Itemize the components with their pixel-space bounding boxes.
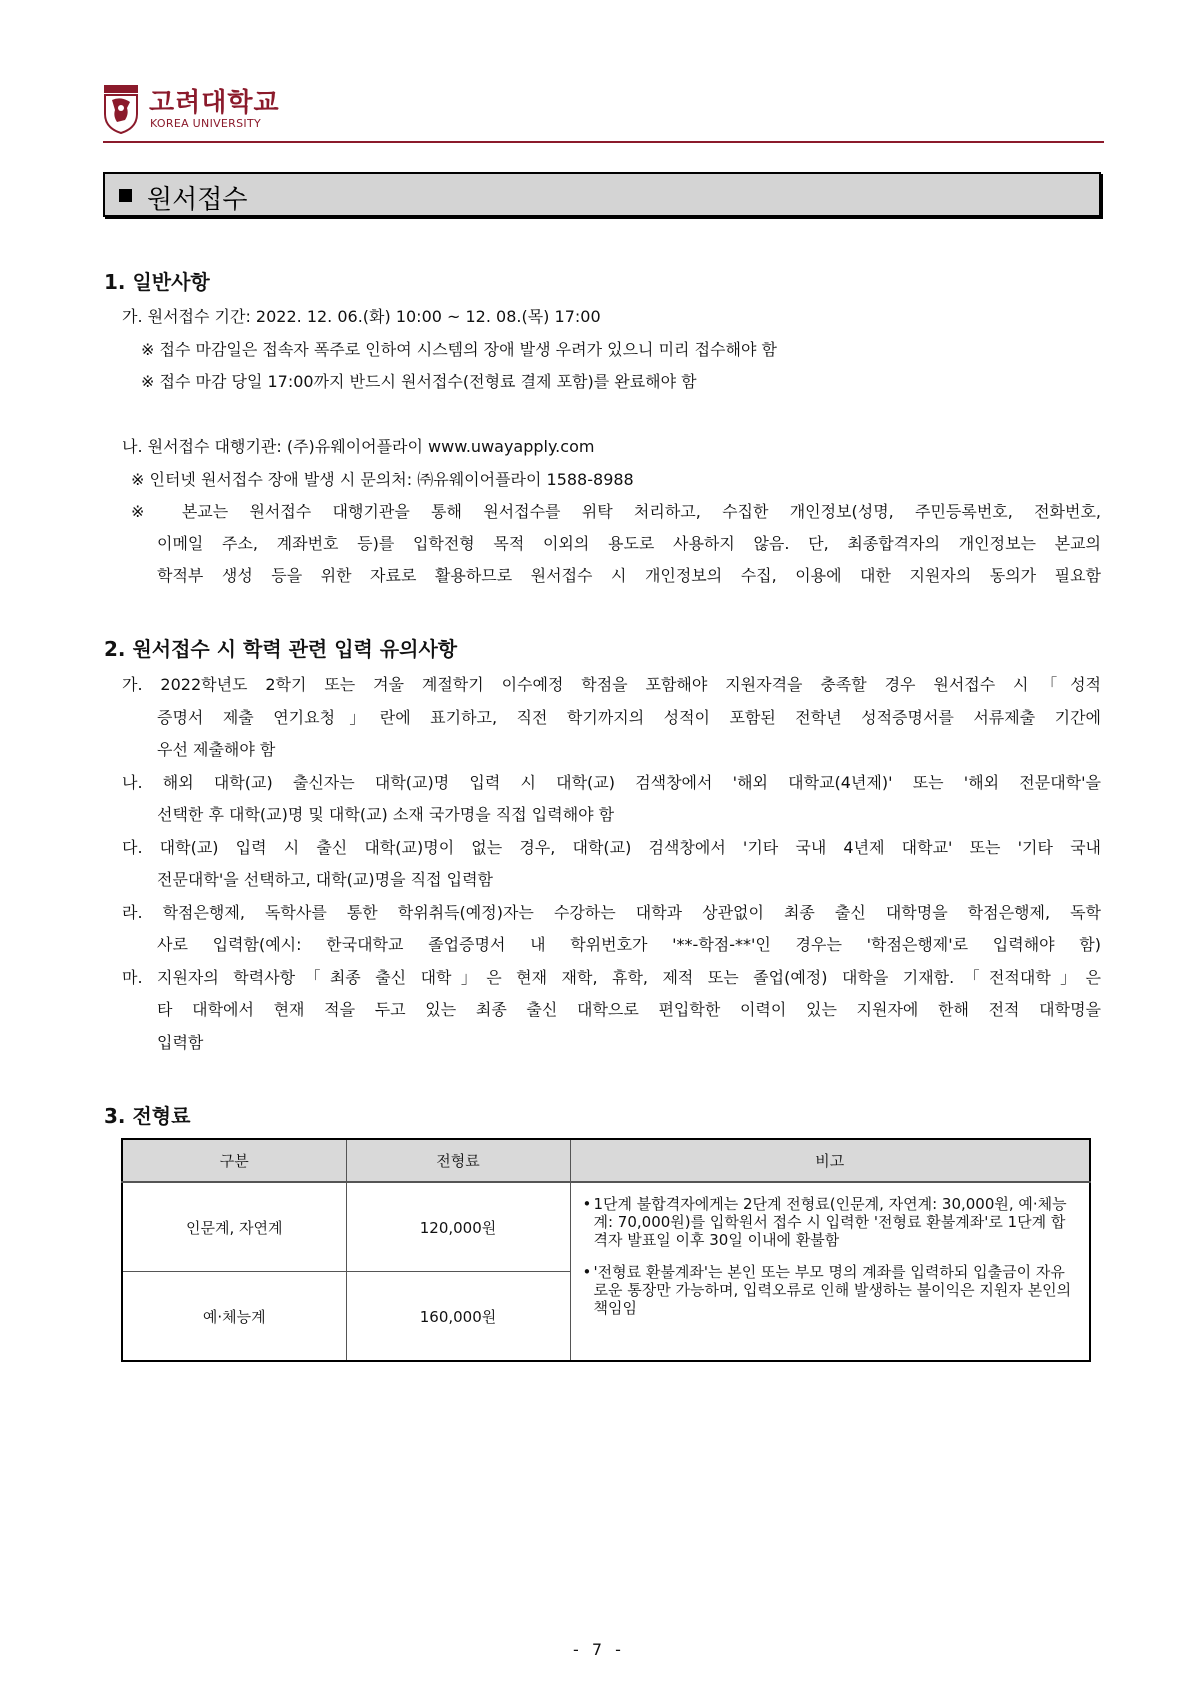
note-cell (570, 1182, 1090, 1361)
logo-korean-text: 고려대학교 (149, 88, 280, 118)
item-final-univ-l2: 타 대학에서 현재 적을 두고 있는 최종 출신 대학으로 편입학한 이력이 있는 지원자에 한해 전적 대학명을 (157, 1000, 1101, 1019)
university-crest-icon (103, 84, 139, 134)
bullet-icon: • (582, 1263, 592, 1281)
note-account (583, 1263, 1080, 1317)
section-title: 원서접수 (147, 185, 248, 215)
col-header-category: 구분 (122, 1139, 346, 1182)
header-divider (103, 141, 1104, 143)
item-grade-l1: 가. 2022학년도 2학기 또는 겨울 계절학기 이수예정 학점을 포함해야 지원자격을 충족할 경우 원서접수 시「성적 (122, 675, 1101, 694)
note-deadline-time: ※ 접수 마감 당일 17:00까지 반드시 원서접수(전형료 결제 포함)를 완료해야 함 (141, 372, 697, 391)
note-privacy-line1: ※ 본교는 원서접수 대행기관을 통해 원서접수를 위탁 처리하고, 수집한 개인정보(성명, 주민등록번호, 전화번호, (131, 502, 1101, 521)
col-header-note: 비고 (570, 1139, 1090, 1182)
bullet-icon: • (582, 1195, 592, 1213)
item-credit-bank-l2: 사로 입력함(예시: 한국대학교 졸업증명서 내 학위번호가 '**-학점-**'인 경우는 '학점은행제'로 입력해야 함) (157, 935, 1101, 954)
page-number: - 7 - (573, 1640, 625, 1659)
note-contact: ※ 인터넷 원서접수 장애 발생 시 문의처: ㈜유웨이어플라이 1588-8988 (131, 470, 634, 489)
note-deadline-congestion: ※ 접수 마감일은 접속자 폭주로 인하여 시스템의 장애 발생 우려가 있으니 미리 접수해야 함 (141, 340, 777, 359)
table-header-row (122, 1139, 1090, 1182)
item-other-univ-l1: 다. 대학(교) 입력 시 출신 대학(교)명이 없는 경우, 대학(교) 검색창에서 '기타 국내 4년제 대학교' 또는 '기타 국내 (122, 838, 1101, 857)
item-other-univ-l2: 전문대학'을 선택하고, 대학(교)명을 직접 입력함 (157, 870, 493, 889)
fee-cell: 120,000원 (346, 1182, 570, 1272)
logo-english-text: KOREA UNIVERSITY (150, 117, 261, 130)
fee-table (121, 1138, 1091, 1362)
square-bullet-icon (119, 189, 132, 202)
item-overseas-l2: 선택한 후 대학(교)명 및 대학(교) 소재 국가명을 직접 입력해야 함 (157, 805, 615, 824)
note-refund (583, 1195, 1080, 1249)
heading-fee: 3. 전형료 (104, 1104, 191, 1128)
heading-education-input: 2. 원서접수 시 학력 관련 입력 유의사항 (104, 637, 458, 661)
item-application-period: 가. 원서접수 기간: 2022. 12. 06.(화) 10:00 ~ 12. 08.(목) 17:00 (122, 307, 601, 326)
section-title-box (103, 172, 1101, 217)
item-final-univ-l1: 마. 지원자의 학력사항「최종 출신 대학」은 현재 재학, 휴학, 제적 또는 졸업(예정) 대학을 기재함.「전적대학」은 (122, 968, 1101, 987)
item-grade-l2: 증명서 제출 연기요청」란에 표기하고, 직전 학기까지의 성적이 포함된 전학년 성적증명서를 서류제출 기간에 (157, 708, 1101, 727)
note-privacy-line3: 학적부 생성 등을 위한 자료로 활용하므로 원서접수 시 개인정보의 수집, 이용에 대한 지원자의 동의가 필요함 (157, 566, 1101, 585)
fee-cell: 160,000원 (346, 1272, 570, 1362)
item-agency: 나. 원서접수 대행기관: (주)유웨이어플라이 www.uwayapply.com (122, 437, 595, 456)
item-overseas-l1: 나. 해외 대학(교) 출신자는 대학(교)명 입력 시 대학(교) 검색창에서 '해외 대학교(4년제)' 또는 '해외 전문대학'을 (122, 773, 1101, 792)
item-final-univ-l3: 입력함 (157, 1033, 204, 1052)
page-header (103, 84, 1104, 144)
col-header-fee: 전형료 (346, 1139, 570, 1182)
note-account-text: '전형료 환불계좌'는 본인 또는 부모 명의 계좌를 입력하되 입출금이 자유로운 통장만 가능하며, 입력오류로 인해 발생하는 불이익은 지원자 본인의 책임임 (593, 1263, 1072, 1317)
table-row (122, 1182, 1090, 1272)
item-grade-l3: 우선 제출해야 함 (157, 740, 276, 759)
note-privacy-line2: 이메일 주소, 계좌번호 등)를 입학전형 목적 이외의 용도로 사용하지 않음. 단, 최종합격자의 개인정보는 본교의 (157, 534, 1101, 553)
note-refund-text: 1단계 불합격자에게는 2단계 전형료(인문계, 자연계: 30,000원, 예·체능계: 70,000원)를 입학원서 접수 시 입력한 '전형료 환불계좌'로 1단계 합격자 발표일 이후 30일 이내에 환불함 (593, 1195, 1067, 1249)
category-cell: 인문계, 자연계 (122, 1182, 346, 1272)
item-credit-bank-l1: 라. 학점은행제, 독학사를 통한 학위취득(예정)자는 수강하는 대학과 상관없이 최종 출신 대학명을 학점은행제, 독학 (122, 903, 1101, 922)
heading-general: 1. 일반사항 (104, 270, 210, 294)
category-cell: 예·체능계 (122, 1272, 346, 1362)
